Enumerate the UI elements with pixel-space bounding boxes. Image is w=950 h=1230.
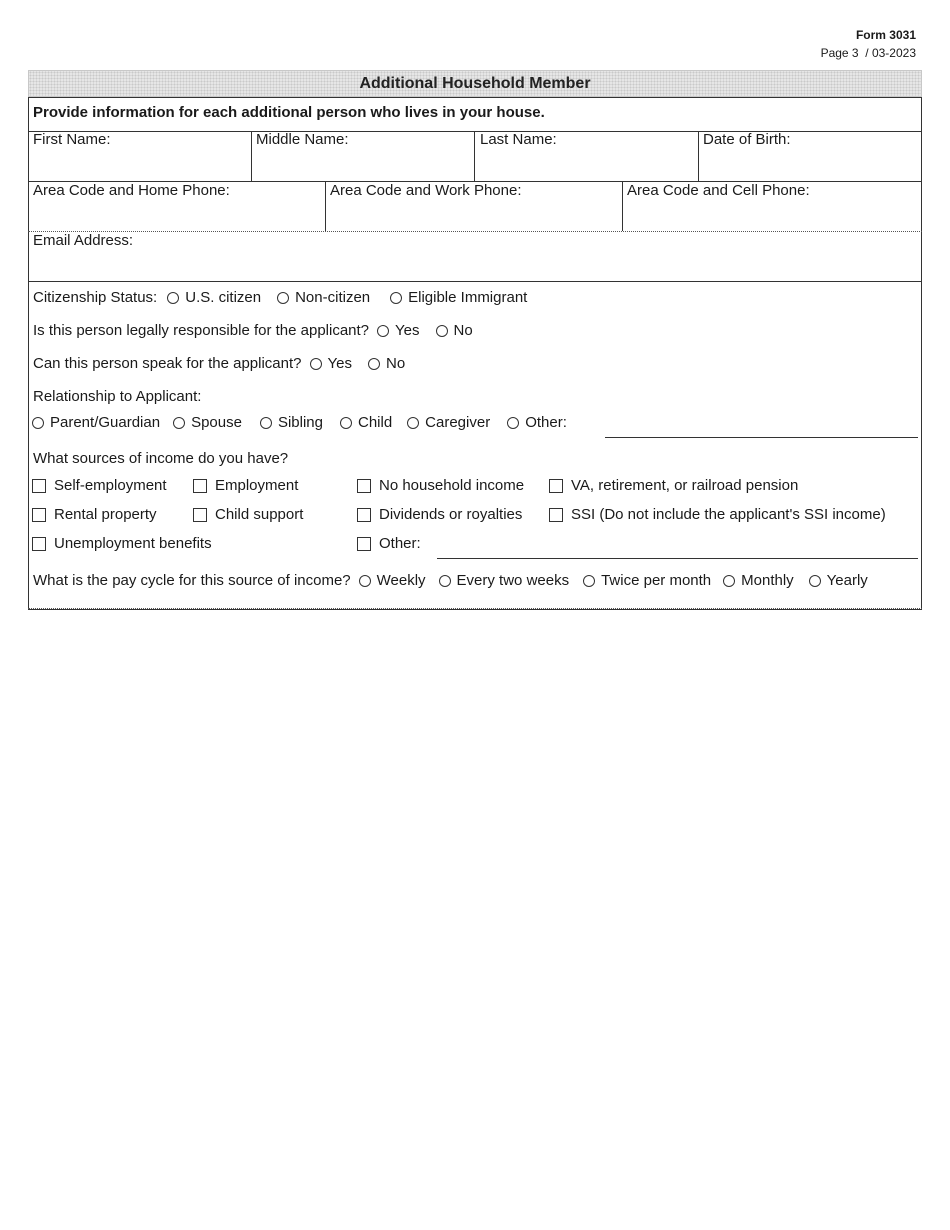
email-field[interactable]: Email Address: — [33, 232, 134, 249]
radio-icon[interactable] — [359, 575, 371, 587]
checkbox-icon[interactable] — [193, 508, 207, 522]
income-question: What sources of income do you have? — [33, 450, 289, 467]
divider — [28, 231, 922, 232]
divider — [28, 608, 922, 609]
pay-cycle-yearly[interactable]: Yearly — [809, 572, 868, 589]
radio-icon[interactable] — [436, 325, 448, 337]
revision-date: 03-2023 — [871, 46, 916, 60]
radio-icon[interactable] — [583, 575, 595, 587]
checkbox-icon[interactable] — [549, 479, 563, 493]
relationship-other-input[interactable] — [605, 437, 918, 438]
radio-icon[interactable] — [507, 417, 519, 429]
legally-responsible-row — [33, 322, 473, 339]
page-info: Page 3 / 03-2023 — [820, 46, 916, 60]
income-option-no-household-income[interactable]: No household income — [357, 477, 524, 494]
income-option-child-support[interactable]: Child support — [193, 506, 303, 523]
income-option-employment[interactable]: Employment — [193, 477, 298, 494]
legally-responsible-yes[interactable]: Yes — [377, 322, 419, 339]
radio-icon[interactable] — [809, 575, 821, 587]
work-phone-field[interactable]: Area Code and Work Phone: — [330, 182, 522, 199]
page-number: Page 3 — [820, 46, 859, 60]
pay-cycle-monthly[interactable]: Monthly — [723, 572, 794, 589]
checkbox-icon[interactable] — [549, 508, 563, 522]
relationship-spouse[interactable]: Spouse — [173, 414, 242, 431]
radio-icon[interactable] — [407, 417, 419, 429]
relationship-sibling[interactable]: Sibling — [260, 414, 323, 431]
checkbox-icon[interactable] — [193, 479, 207, 493]
divider — [622, 181, 623, 231]
cell-phone-field[interactable]: Area Code and Cell Phone: — [627, 182, 810, 199]
radio-icon[interactable] — [723, 575, 735, 587]
divider — [325, 181, 326, 231]
radio-icon[interactable] — [377, 325, 389, 337]
citizenship-option-eligible-immigrant[interactable]: Eligible Immigrant — [390, 289, 527, 306]
income-option-ssi[interactable]: SSI (Do not include the applicant's SSI income) — [549, 506, 886, 523]
income-option-other[interactable]: Other: — [357, 535, 421, 552]
divider — [251, 131, 252, 181]
income-option-pension[interactable]: VA, retirement, or railroad pension — [549, 477, 798, 494]
legally-responsible-no[interactable]: No — [436, 322, 473, 339]
pay-cycle-every-two-weeks[interactable]: Every two weeks — [439, 572, 570, 589]
divider — [698, 131, 699, 181]
middle-name-field[interactable]: Middle Name: — [256, 131, 349, 148]
radio-icon[interactable] — [260, 417, 272, 429]
radio-icon[interactable] — [390, 292, 402, 304]
home-phone-field[interactable]: Area Code and Home Phone: — [33, 182, 230, 199]
section-title: Additional Household Member — [28, 70, 922, 97]
form-box — [28, 97, 922, 610]
checkbox-icon[interactable] — [357, 479, 371, 493]
radio-icon[interactable] — [439, 575, 451, 587]
radio-icon[interactable] — [32, 417, 44, 429]
checkbox-icon[interactable] — [357, 508, 371, 522]
divider — [474, 131, 475, 181]
checkbox-icon[interactable] — [32, 537, 46, 551]
speak-for-row — [33, 355, 405, 372]
date-of-birth-field[interactable]: Date of Birth: — [703, 131, 791, 148]
income-other-input[interactable] — [437, 558, 918, 559]
speak-for-yes[interactable]: Yes — [310, 355, 352, 372]
income-option-self-employment[interactable]: Self-employment — [32, 477, 167, 494]
pay-cycle-weekly[interactable]: Weekly — [359, 572, 426, 589]
citizenship-option-non-citizen[interactable]: Non-citizen — [277, 289, 370, 306]
relationship-child[interactable]: Child — [340, 414, 392, 431]
relationship-label: Relationship to Applicant: — [33, 388, 202, 405]
radio-icon[interactable] — [277, 292, 289, 304]
checkbox-icon[interactable] — [32, 479, 46, 493]
relationship-caregiver[interactable]: Caregiver — [407, 414, 490, 431]
last-name-field[interactable]: Last Name: — [480, 131, 557, 148]
income-option-dividends[interactable]: Dividends or royalties — [357, 506, 522, 523]
citizenship-option-us-citizen[interactable]: U.S. citizen — [167, 289, 261, 306]
citizenship-row — [33, 289, 527, 306]
income-option-unemployment[interactable]: Unemployment benefits — [32, 535, 212, 552]
radio-icon[interactable] — [340, 417, 352, 429]
radio-icon[interactable] — [368, 358, 380, 370]
checkbox-icon[interactable] — [357, 537, 371, 551]
relationship-row — [32, 414, 567, 431]
pay-cycle-twice-per-month[interactable]: Twice per month — [583, 572, 711, 589]
radio-icon[interactable] — [167, 292, 179, 304]
form-number: Form 3031 — [855, 28, 916, 42]
radio-icon[interactable] — [310, 358, 322, 370]
legally-responsible-question: Is this person legally responsible for the applicant? — [33, 322, 370, 339]
instruction-text: Provide information for each additional person who lives in your house. — [33, 104, 545, 121]
checkbox-icon[interactable] — [32, 508, 46, 522]
relationship-parent-guardian[interactable]: Parent/Guardian — [32, 414, 160, 431]
income-option-rental-property[interactable]: Rental property — [32, 506, 157, 523]
divider — [28, 281, 922, 282]
speak-for-question: Can this person speak for the applicant? — [33, 355, 302, 372]
pay-cycle-row — [33, 572, 868, 589]
citizenship-label: Citizenship Status: — [33, 289, 158, 306]
relationship-other[interactable]: Other: — [507, 414, 567, 431]
radio-icon[interactable] — [173, 417, 185, 429]
speak-for-no[interactable]: No — [368, 355, 405, 372]
first-name-field[interactable]: First Name: — [33, 131, 111, 148]
pay-cycle-question: What is the pay cycle for this source of income? — [33, 572, 351, 589]
